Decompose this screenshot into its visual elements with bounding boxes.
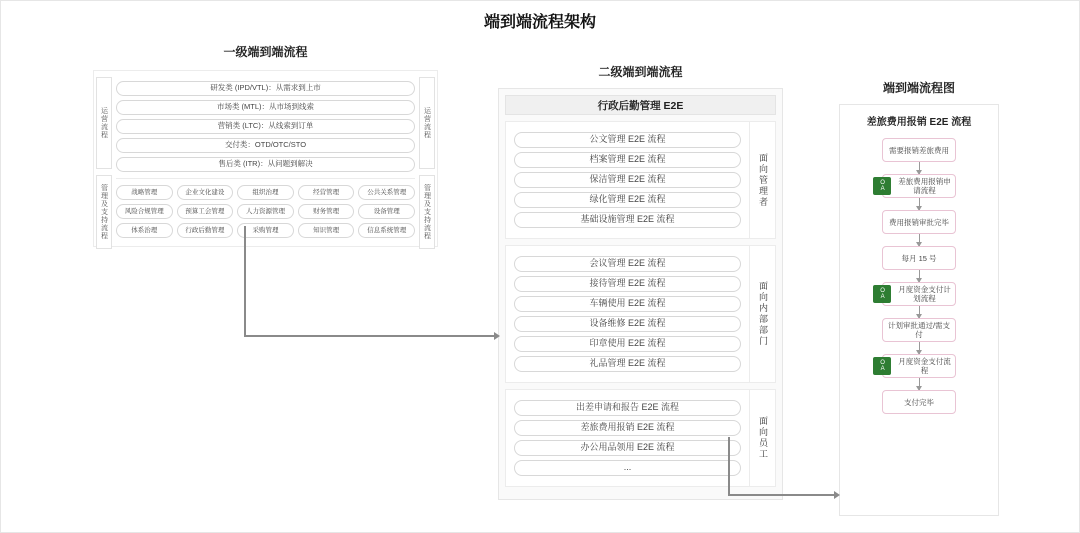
flow-node-application[interactable] xyxy=(879,174,956,198)
level2-item[interactable]: 基础设施管理 E2E 流程 xyxy=(514,212,741,228)
level2-group-label: 面向员工 xyxy=(749,390,775,486)
level2-group-label: 面向内部部门 xyxy=(749,246,775,382)
level1-section xyxy=(93,43,438,247)
flow-node-end[interactable]: 支付完毕 xyxy=(882,390,956,414)
level1-support-item[interactable]: 企业文化建设 xyxy=(177,185,234,200)
level1-support-item[interactable]: 预算工会管理 xyxy=(177,204,234,219)
level1-divider xyxy=(116,178,415,179)
level2-item[interactable]: 保洁管理 E2E 流程 xyxy=(514,172,741,188)
level1-body xyxy=(93,70,438,247)
level2-group-label: 面向管理者 xyxy=(749,122,775,238)
level2-group-employees xyxy=(505,389,776,487)
oa-system-tag: OA xyxy=(873,285,891,303)
level2-heading: 二级端到端流程 xyxy=(598,65,683,79)
level2-item[interactable]: 设备维修 E2E 流程 xyxy=(514,316,741,332)
oa-system-tag: OA xyxy=(873,177,891,195)
level3-panel-title: 差旅费用报销 E2E 流程 xyxy=(866,117,972,128)
flow-node-label: 差旅费用报销申请流程 xyxy=(898,177,951,195)
level1-support-item[interactable]: 风险合规管理 xyxy=(116,204,173,219)
flow-node-label: 月度资金支付计划流程 xyxy=(898,285,951,303)
level1-operational-rows xyxy=(116,81,415,172)
level1-right-label-support: 管理及支持流程 xyxy=(419,175,435,249)
level1-support-grid xyxy=(116,185,415,238)
level1-heading: 一级端到端流程 xyxy=(223,45,308,59)
level1-support-item[interactable]: 组织治理 xyxy=(237,185,294,200)
level1-support-item[interactable]: 体系治理 xyxy=(116,223,173,238)
connector-level2-to-level3-horizontal xyxy=(728,494,836,496)
level2-section xyxy=(498,63,783,500)
level2-group-managers xyxy=(505,121,776,239)
connector-level1-to-level2-horizontal xyxy=(244,335,496,337)
level2-item[interactable]: 办公用品领用 E2E 流程 xyxy=(514,440,741,456)
level1-operational-row[interactable]: 营销类 (LTC)：从线索到订单 xyxy=(116,119,415,134)
flow-arrow-icon xyxy=(919,234,920,246)
level1-support-item[interactable]: 信息系统管理 xyxy=(358,223,415,238)
level1-operational-row[interactable]: 市场类 (MTL)：从市场到线索 xyxy=(116,100,415,115)
level1-operational-row[interactable]: 售后类 (ITR)：从问题到解决 xyxy=(116,157,415,172)
flow-arrow-icon xyxy=(919,162,920,174)
level2-group-items xyxy=(506,246,749,382)
level1-right-label-operational: 运营流程 xyxy=(419,77,435,169)
level1-support-item-admin[interactable]: 行政后勤管理 xyxy=(177,223,234,238)
level2-item[interactable]: 档案管理 E2E 流程 xyxy=(514,152,741,168)
oa-system-tag: OA xyxy=(873,357,891,375)
level2-outer-box xyxy=(498,88,783,500)
level1-support-item[interactable]: 经营管理 xyxy=(298,185,355,200)
level2-item[interactable]: 车辆使用 E2E 流程 xyxy=(514,296,741,312)
level2-group-items xyxy=(506,390,749,486)
flow-node-payment[interactable] xyxy=(879,354,956,378)
level3-panel xyxy=(839,104,999,516)
level1-left-label-support: 管理及支持流程 xyxy=(96,175,112,249)
level1-operational-row[interactable]: 研发类 (IPD/VTL)：从需求到上市 xyxy=(116,81,415,96)
flow-node-approved[interactable]: 费用报销审批完毕 xyxy=(882,210,956,234)
connector-level2-to-level3-vertical xyxy=(728,437,730,495)
level2-outer-title: 行政后勤管理 E2E xyxy=(505,95,776,115)
level2-item-travel-expense[interactable]: 差旅费用报销 E2E 流程 xyxy=(514,420,741,436)
flow-chart xyxy=(850,138,988,414)
flow-arrow-icon xyxy=(919,198,920,210)
level2-item[interactable]: 接待管理 E2E 流程 xyxy=(514,276,741,292)
connector-arrow-level3 xyxy=(834,491,840,499)
flow-arrow-icon xyxy=(919,342,920,354)
level1-support-item[interactable]: 战略管理 xyxy=(116,185,173,200)
level3-heading: 端到端流程图 xyxy=(882,81,955,95)
level1-support-item[interactable]: 设备管理 xyxy=(358,204,415,219)
connector-arrow-level2 xyxy=(494,332,500,340)
flow-arrow-icon xyxy=(919,378,920,390)
flow-node-plan-approved[interactable]: 计划审批通过/需支付 xyxy=(882,318,956,342)
level1-support-item[interactable]: 采购管理 xyxy=(237,223,294,238)
level1-support-item[interactable]: 财务管理 xyxy=(298,204,355,219)
flow-node-start[interactable]: 需要报销差旅费用 xyxy=(882,138,956,162)
level2-item[interactable]: 印章使用 E2E 流程 xyxy=(514,336,741,352)
level1-operational-row[interactable]: 交付类：OTD/OTC/STO xyxy=(116,138,415,153)
flow-node-monthly-date[interactable]: 每月 15 号 xyxy=(882,246,956,270)
page-title: 端到端流程架构 xyxy=(483,14,596,31)
level2-item[interactable]: 礼品管理 E2E 流程 xyxy=(514,356,741,372)
flow-node-payment-plan[interactable] xyxy=(879,282,956,306)
level1-support-item[interactable]: 人力资源管理 xyxy=(237,204,294,219)
level2-item[interactable]: ... xyxy=(514,460,741,476)
connector-level1-to-level2-vertical xyxy=(244,226,246,336)
flow-arrow-icon xyxy=(919,306,920,318)
level2-item[interactable]: 出差申请和报告 E2E 流程 xyxy=(514,400,741,416)
level3-section xyxy=(839,79,999,516)
level1-left-label-operational: 运营流程 xyxy=(96,77,112,169)
flow-node-label: 月度资金支付流程 xyxy=(898,357,951,375)
level1-support-item[interactable]: 知识管理 xyxy=(298,223,355,238)
level2-item[interactable]: 绿化管理 E2E 流程 xyxy=(514,192,741,208)
level1-support-item[interactable]: 公共关系管理 xyxy=(358,185,415,200)
level2-item[interactable]: 会议管理 E2E 流程 xyxy=(514,256,741,272)
flow-arrow-icon xyxy=(919,270,920,282)
level2-group-internal-depts xyxy=(505,245,776,383)
level2-item[interactable]: 公文管理 E2E 流程 xyxy=(514,132,741,148)
level2-group-items xyxy=(506,122,749,238)
